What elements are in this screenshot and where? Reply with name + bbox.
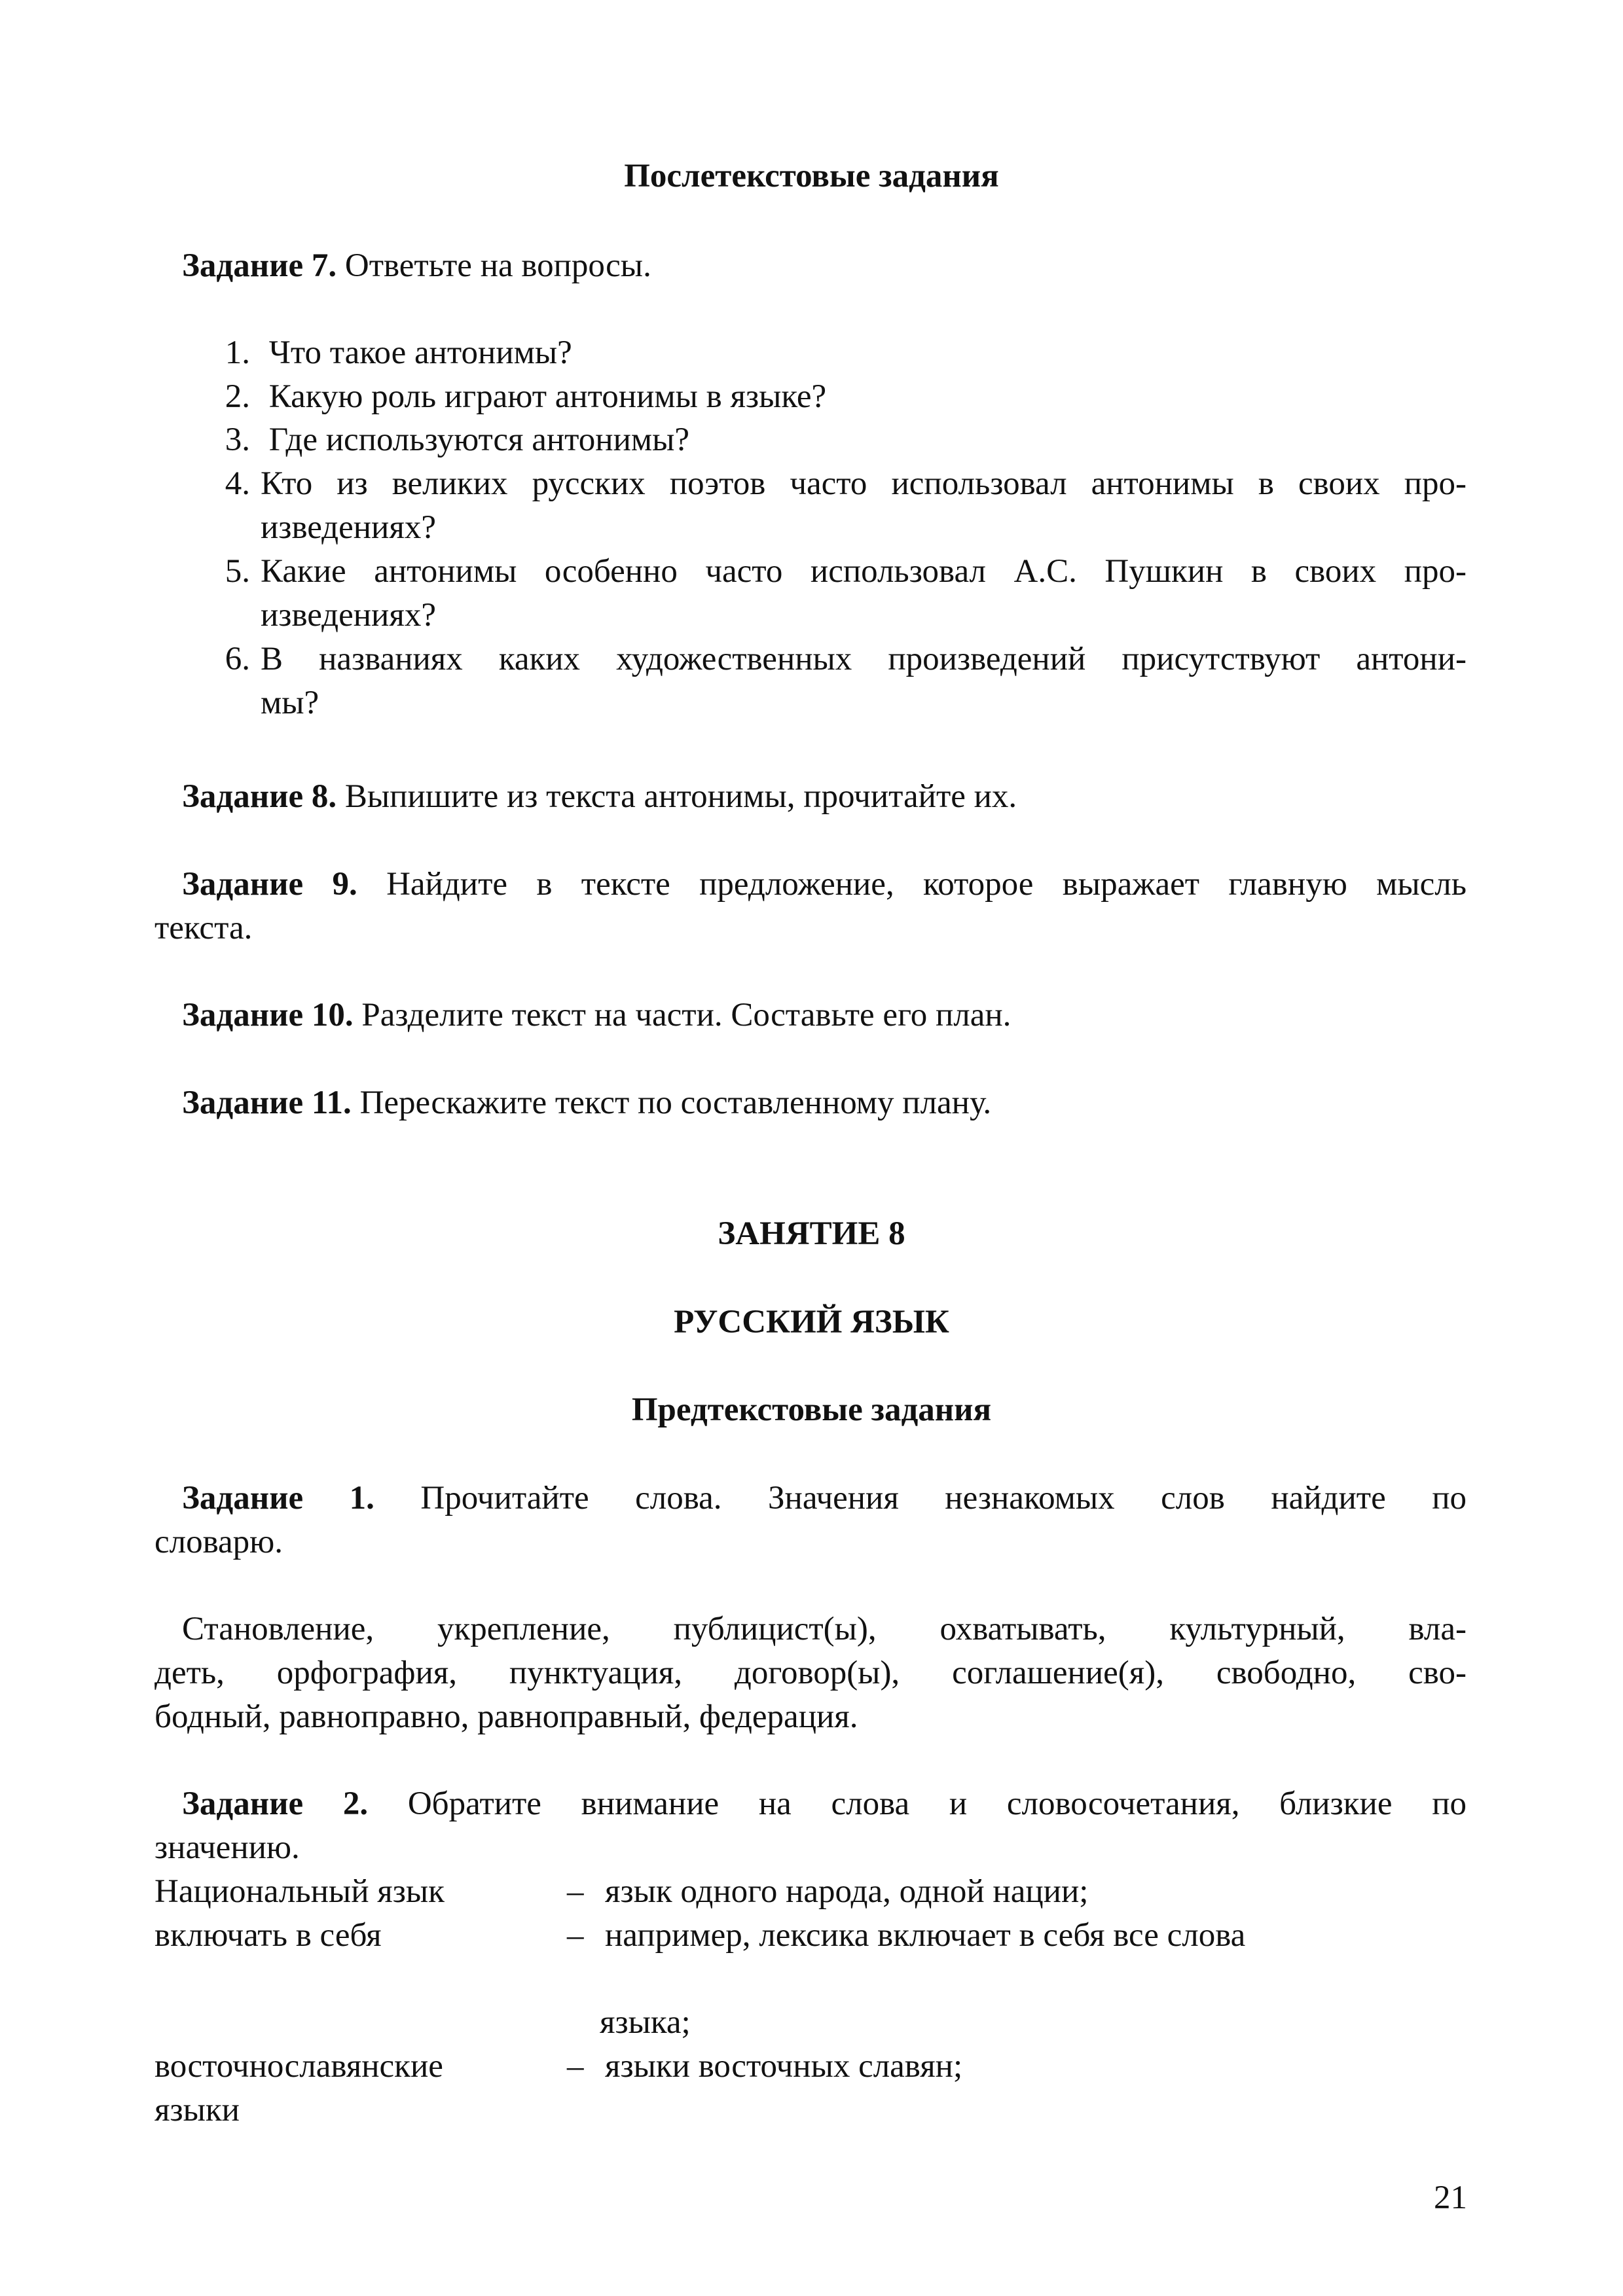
dash: – xyxy=(567,1917,584,1954)
question-text-continuation: изведениях? xyxy=(261,509,436,546)
word-list-line: Становление, укрепление, публицист(ы), охватывать, культурный, вла- xyxy=(182,1611,1467,1647)
word-list-line: бодный, равноправно, равноправный, федерация. xyxy=(155,1698,858,1735)
task-label: Задание 8. xyxy=(182,778,337,815)
task-text: Ответьте на вопросы. xyxy=(344,247,651,284)
task-text-continuation: значению. xyxy=(155,1829,300,1866)
glossary-definition xyxy=(567,1914,1245,1957)
task-11 xyxy=(182,1081,991,1124)
task-10 xyxy=(182,994,1011,1037)
glossary-term: восточнославянские xyxy=(155,2048,443,2085)
glossary-term: Национальный язык xyxy=(155,1873,445,1910)
question-text: Что такое антонимы? xyxy=(268,334,572,371)
task-label: Задание 10. xyxy=(182,997,354,1033)
task-2 xyxy=(182,1782,1467,1825)
glossary-definition xyxy=(567,2045,962,2088)
question-item xyxy=(195,462,250,505)
dash: – xyxy=(567,1873,584,1910)
lesson-title: ЗАНЯТИЕ 8 xyxy=(718,1215,905,1252)
task-text: Найдите в тексте предложение, которое выражает главную мысль xyxy=(386,866,1467,903)
task-label: Задание 7. xyxy=(182,247,337,284)
task-text: Прочитайте слова. Значения незнакомых слов найдите по xyxy=(420,1480,1467,1516)
glossary-term: включать в себя xyxy=(155,1917,382,1954)
word-list-line: деть, орфография, пунктуация, договор(ы), соглашение(я), свободно, сво- xyxy=(155,1655,1467,1691)
task-text: Перескажите текст по составленному плану. xyxy=(359,1085,992,1121)
definition-text: языки восточных славян; xyxy=(605,2048,963,2085)
pre-text-tasks-heading: Предтекстовые задания xyxy=(631,1391,992,1428)
task-7 xyxy=(182,244,651,287)
task-label: Задание 11. xyxy=(182,1085,352,1121)
task-text: Выпишите из текста антонимы, прочитайте их. xyxy=(344,778,1017,815)
task-text: Разделите текст на части. Составьте его план. xyxy=(361,997,1012,1033)
question-text: Где используются антонимы? xyxy=(268,422,690,458)
glossary-definition-continuation: языка; xyxy=(600,2004,691,2041)
question-number: 6. xyxy=(225,641,250,677)
question-number: 5. xyxy=(225,553,250,590)
question-text: В названиях каких художественных произведений присутствуют антони- xyxy=(261,641,1467,677)
task-text-continuation: словарю. xyxy=(155,1524,283,1560)
question-item xyxy=(195,550,250,593)
lesson-topic: РУССКИЙ ЯЗЫК xyxy=(674,1304,949,1340)
task-text-continuation: текста. xyxy=(155,910,253,946)
task-9 xyxy=(182,863,1467,906)
page-number: 21 xyxy=(1434,2179,1467,2216)
glossary-term-continuation: языки xyxy=(155,2092,240,2128)
question-number: 4. xyxy=(225,465,250,502)
question-text: Кто из великих русских поэтов часто использовал антонимы в своих про- xyxy=(261,465,1467,502)
question-item xyxy=(195,637,250,681)
definition-text: например, лексика включает в себя все слова xyxy=(605,1917,1246,1954)
post-text-tasks-heading: Послетекстовые задания xyxy=(624,158,999,194)
task-1 xyxy=(182,1477,1467,1520)
question-text-continuation: мы? xyxy=(261,685,319,721)
task-8 xyxy=(182,775,1017,818)
question-text: Какие антонимы особенно часто использовал А.С. Пушкин в своих про- xyxy=(261,553,1467,590)
task-label: Задание 2. xyxy=(182,1785,369,1822)
question-text: Какую роль играют антонимы в языке? xyxy=(268,378,827,415)
question-number: 2. xyxy=(225,378,250,415)
question-number: 1. xyxy=(225,334,250,371)
question-text-continuation: изведениях? xyxy=(261,597,436,634)
question-number: 3. xyxy=(225,422,250,458)
question-item xyxy=(195,418,689,461)
task-text: Обратите внимание на слова и словосочетания, близкие по xyxy=(407,1785,1467,1822)
glossary-definition xyxy=(567,1870,1088,1913)
question-item xyxy=(195,331,572,374)
task-label: Задание 1. xyxy=(182,1480,374,1516)
dash: – xyxy=(567,2048,584,2085)
question-item xyxy=(195,375,826,418)
task-label: Задание 9. xyxy=(182,866,357,903)
definition-text: язык одного народа, одной нации; xyxy=(605,1873,1089,1910)
